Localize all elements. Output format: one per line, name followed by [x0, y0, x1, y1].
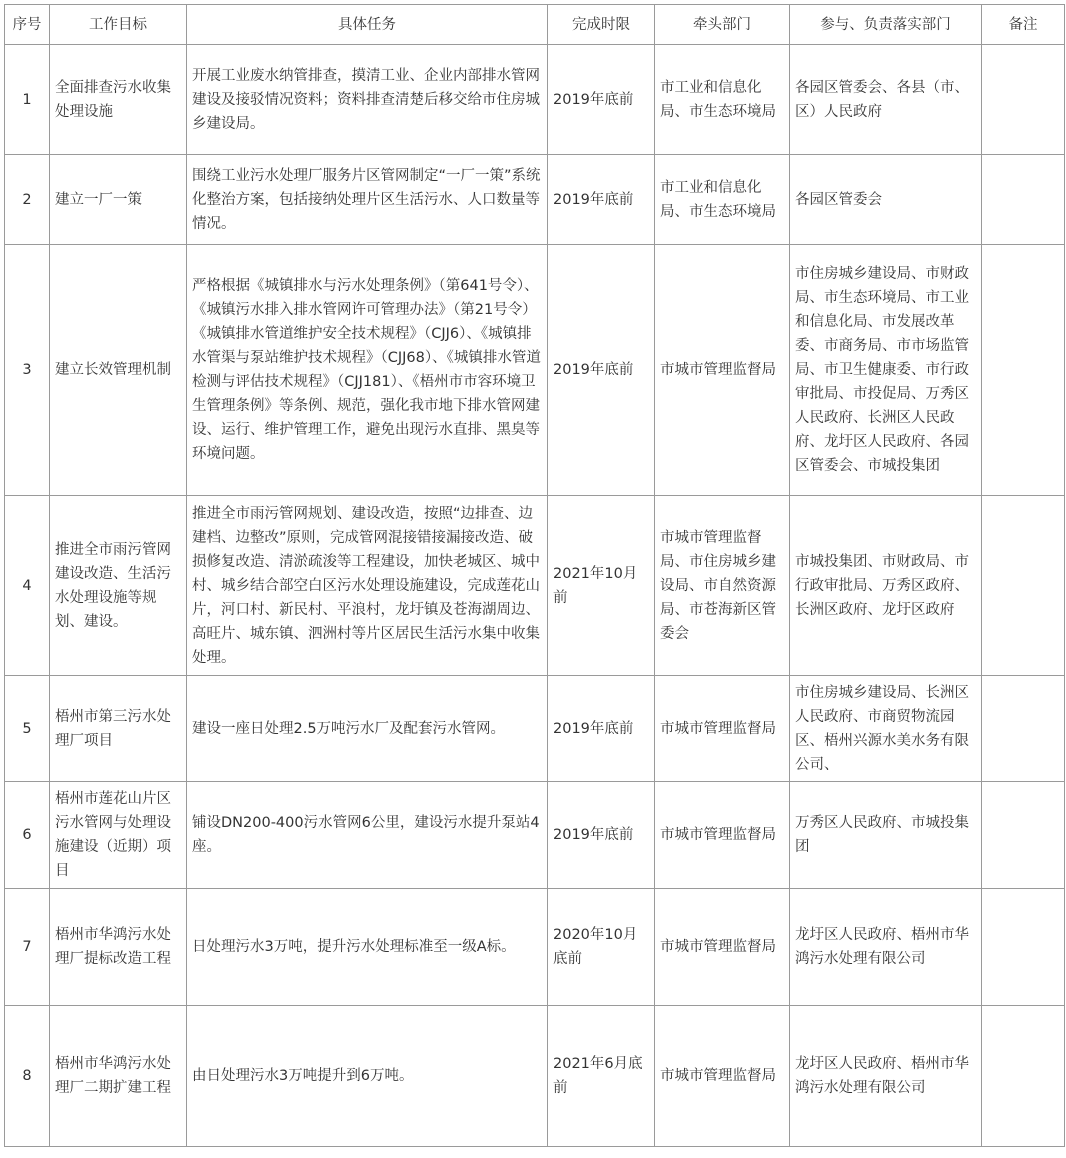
- cell-deadline: 2020年10月底前: [548, 889, 655, 1006]
- cell-task: 开展工业废水纳管排查，摸清工业、企业内部排水管网建设及接驳情况资料；资料排查清楚后移交给市住房城乡建设局。: [187, 45, 548, 155]
- table-row: [5, 889, 1065, 1006]
- cell-deadline: 2019年底前: [548, 155, 655, 245]
- header-row: [5, 5, 1065, 45]
- cell-seq: 8: [5, 1006, 50, 1147]
- table-row: [5, 1006, 1065, 1147]
- cell-seq: 3: [5, 245, 50, 496]
- cell-deadline: 2019年底前: [548, 782, 655, 889]
- cell-deadline: 2019年底前: [548, 676, 655, 782]
- cell-seq: 7: [5, 889, 50, 1006]
- cell-remark: [982, 889, 1065, 1006]
- table-row: [5, 155, 1065, 245]
- cell-task: 围绕工业污水处理厂服务片区管网制定“一厂一策”系统化整治方案，包括接纳处理片区生活污水、人口数量等情况。: [187, 155, 548, 245]
- cell-deadline: 2019年底前: [548, 45, 655, 155]
- cell-partner: 龙圩区人民政府、梧州市华鸿污水处理有限公司: [790, 889, 982, 1006]
- cell-task: 推进全市雨污管网规划、建设改造，按照“边排查、边建档、边整改”原则，完成管网混接错接漏接改造、破损修复改造、清淤疏浚等工程建设，加快老城区、城中村、城乡结合部空白区污水处理设施建设，完成莲花山片，河口村、新民村、平浪村，龙圩镇及苍海湖周边、高旺片、城东镇、泗洲村等片区居民生活污水集中收集处理。: [187, 496, 548, 676]
- header-seq: 序号: [5, 5, 50, 45]
- cell-lead: 市城市管理监督局: [655, 782, 790, 889]
- table-row: [5, 45, 1065, 155]
- cell-remark: [982, 676, 1065, 782]
- cell-lead: 市城市管理监督局: [655, 245, 790, 496]
- header-goal: 工作目标: [50, 5, 187, 45]
- cell-task: 严格根据《城镇排水与污水处理条例》（第641号令）、《城镇污水排入排水管网许可管理办法》（第21号令）《城镇排水管道维护安全技术规程》（CJJ6）、《城镇排水管渠与泵站维护技术规程》（CJJ68）、《城镇排水管道检测与评估技术规程》（CJJ181）、《梧州市市容环境卫生管理条例》等条例、规范，强化我市地下排水管网建设、运行、维护管理工作，避免出现污水直排、黑臭等环境问题。: [187, 245, 548, 496]
- cell-goal: 梧州市第三污水处理厂项目: [50, 676, 187, 782]
- cell-remark: [982, 496, 1065, 676]
- cell-seq: 1: [5, 45, 50, 155]
- cell-lead: 市城市管理监督局: [655, 1006, 790, 1147]
- task-table: [4, 4, 1065, 1147]
- cell-lead: 市工业和信息化局、市生态环境局: [655, 155, 790, 245]
- cell-task: 铺设DN200-400污水管网6公里，建设污水提升泵站4座。: [187, 782, 548, 889]
- cell-remark: [982, 45, 1065, 155]
- cell-remark: [982, 782, 1065, 889]
- cell-goal: 推进全市雨污管网建设改造、生活污水处理设施等规划、建设。: [50, 496, 187, 676]
- cell-lead: 市城市管理监督局: [655, 889, 790, 1006]
- cell-task: 由日处理污水3万吨提升到6万吨。: [187, 1006, 548, 1147]
- cell-deadline: 2021年10月前: [548, 496, 655, 676]
- cell-goal: 建立一厂一策: [50, 155, 187, 245]
- header-deadline: 完成时限: [548, 5, 655, 45]
- cell-goal: 全面排查污水收集处理设施: [50, 45, 187, 155]
- cell-lead: 市工业和信息化局、市生态环境局: [655, 45, 790, 155]
- cell-deadline: 2021年6月底前: [548, 1006, 655, 1147]
- cell-partner: 市住房城乡建设局、市财政局、市生态环境局、市工业和信息化局、市发展改革委、市商务局、市市场监管局、市卫生健康委、市行政审批局、市投促局、万秀区人民政府、长洲区人民政府、龙圩区人民政府、各园区管委会、市城投集团: [790, 245, 982, 496]
- cell-seq: 4: [5, 496, 50, 676]
- cell-goal: 建立长效管理机制: [50, 245, 187, 496]
- cell-partner: 各园区管委会: [790, 155, 982, 245]
- cell-task: 日处理污水3万吨，提升污水处理标准至一级A标。: [187, 889, 548, 1006]
- table-header: [5, 5, 1065, 45]
- table-row: [5, 676, 1065, 782]
- cell-partner: 万秀区人民政府、市城投集团: [790, 782, 982, 889]
- cell-goal: 梧州市莲花山片区污水管网与处理设施建设（近期）项目: [50, 782, 187, 889]
- header-lead: 牵头部门: [655, 5, 790, 45]
- cell-lead: 市城市管理监督局、市住房城乡建设局、市自然资源局、市苍海新区管委会: [655, 496, 790, 676]
- cell-remark: [982, 155, 1065, 245]
- cell-task: 建设一座日处理2.5万吨污水厂及配套污水管网。: [187, 676, 548, 782]
- cell-seq: 2: [5, 155, 50, 245]
- header-task: 具体任务: [187, 5, 548, 45]
- table-row: [5, 496, 1065, 676]
- cell-goal: 梧州市华鸿污水处理厂二期扩建工程: [50, 1006, 187, 1147]
- cell-deadline: 2019年底前: [548, 245, 655, 496]
- table-row: [5, 245, 1065, 496]
- cell-remark: [982, 245, 1065, 496]
- cell-seq: 5: [5, 676, 50, 782]
- table-body: [5, 45, 1065, 1147]
- cell-partner: 市城投集团、市财政局、市行政审批局、万秀区政府、长洲区政府、龙圩区政府: [790, 496, 982, 676]
- header-remark: 备注: [982, 5, 1065, 45]
- cell-partner: 市住房城乡建设局、长洲区人民政府、市商贸物流园区、梧州兴源水美水务有限公司、: [790, 676, 982, 782]
- header-partner: 参与、负责落实部门: [790, 5, 982, 45]
- cell-seq: 6: [5, 782, 50, 889]
- cell-goal: 梧州市华鸿污水处理厂提标改造工程: [50, 889, 187, 1006]
- cell-partner: 各园区管委会、各县（市、区）人民政府: [790, 45, 982, 155]
- cell-remark: [982, 1006, 1065, 1147]
- cell-lead: 市城市管理监督局: [655, 676, 790, 782]
- table-row: [5, 782, 1065, 889]
- cell-partner: 龙圩区人民政府、梧州市华鸿污水处理有限公司: [790, 1006, 982, 1147]
